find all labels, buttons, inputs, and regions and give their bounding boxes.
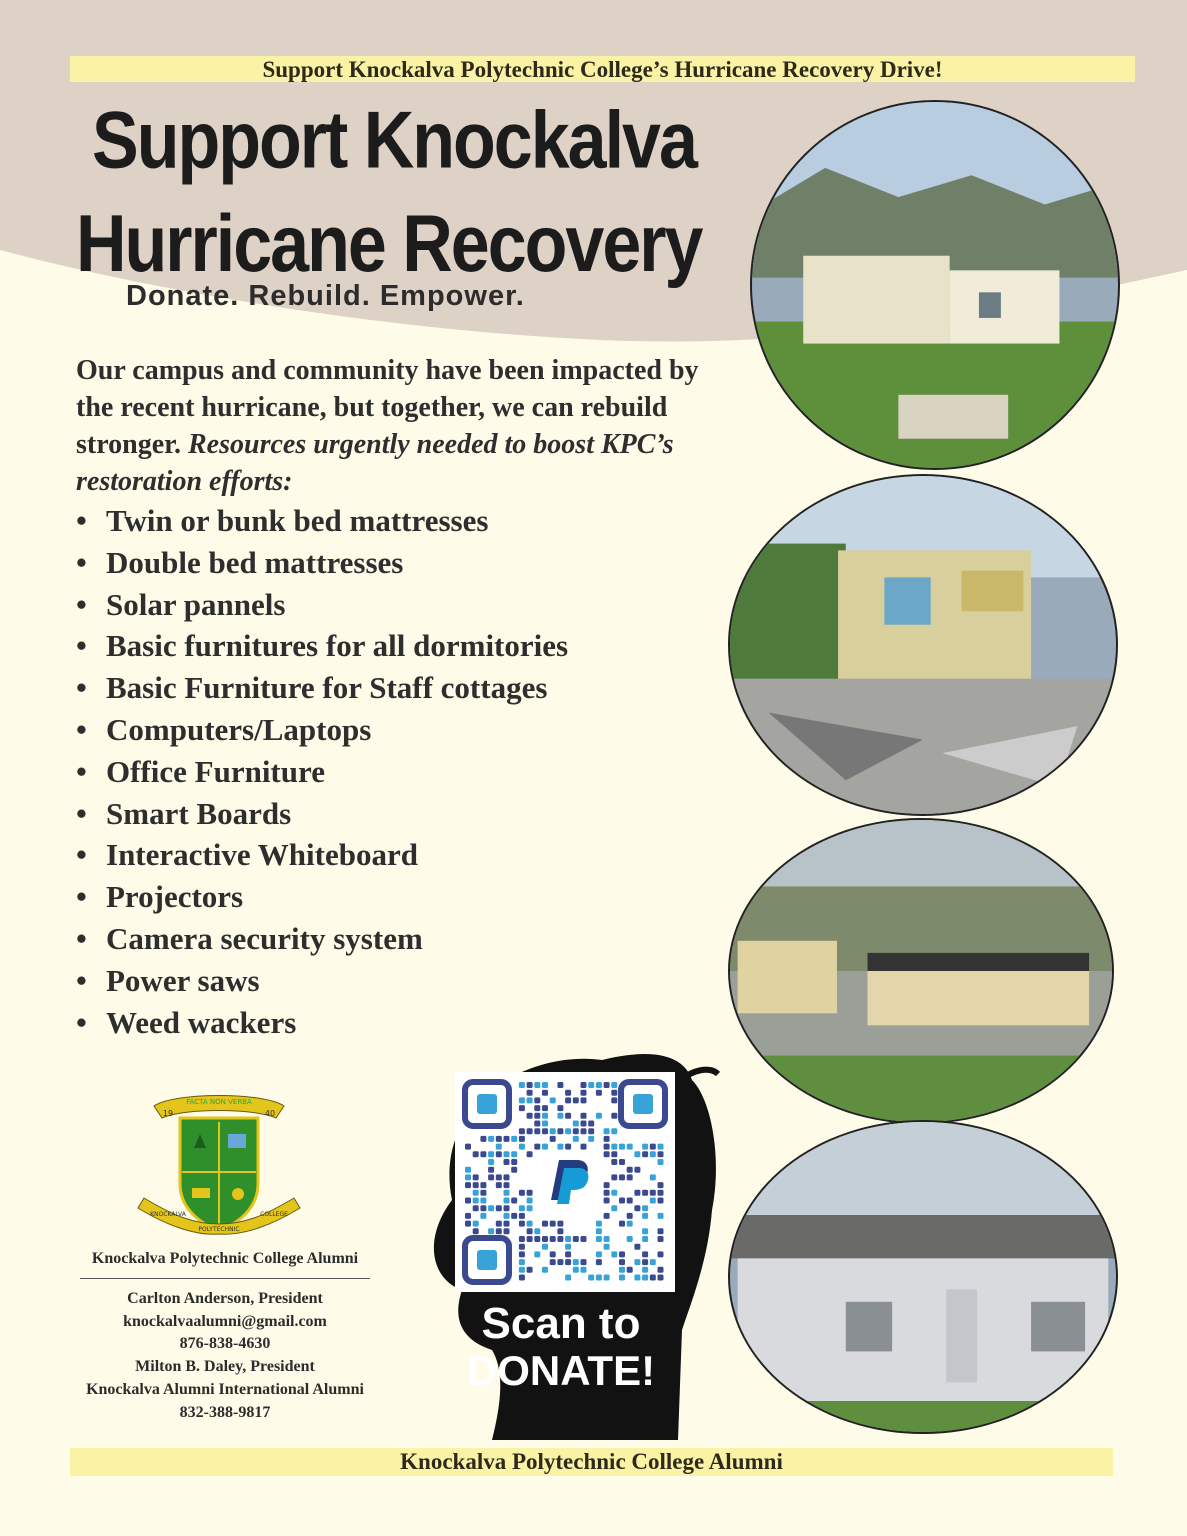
crest-year-left: 19 bbox=[162, 1109, 174, 1118]
contact-info bbox=[72, 1288, 378, 1424]
paypal-icon bbox=[535, 1152, 595, 1212]
needs-item-label: Smart Boards bbox=[106, 795, 292, 831]
bullet-icon: • bbox=[76, 753, 87, 789]
scan-line-2: DONATE! bbox=[466, 1347, 656, 1394]
scan-to-donate-text bbox=[466, 1300, 656, 1394]
bullet-icon: • bbox=[76, 628, 87, 664]
tagline: Donate. Rebuild. Empower. bbox=[126, 280, 525, 312]
needs-item-label: Solar pannels bbox=[106, 586, 286, 622]
crest-banner-bottom: POLYTECHNIC bbox=[198, 1226, 240, 1233]
needs-item-label: Twin or bunk bed mattresses bbox=[106, 503, 489, 538]
needs-list-item bbox=[76, 542, 568, 584]
needs-item-label: Camera security system bbox=[106, 920, 423, 956]
needs-list-item bbox=[76, 834, 568, 876]
needs-item-label: Computers/Laptops bbox=[106, 711, 372, 747]
org-name: Knockalva Polytechnic College Alumni bbox=[91, 1250, 359, 1267]
needs-list-item bbox=[76, 960, 568, 1002]
needs-item-label: Interactive Whiteboard bbox=[106, 837, 418, 873]
bullet-icon: • bbox=[76, 879, 87, 915]
bullet-icon: • bbox=[76, 795, 87, 831]
bullet-icon: • bbox=[76, 837, 87, 873]
photo-campus-aerial bbox=[728, 818, 1114, 1124]
bullet-icon: • bbox=[76, 962, 87, 998]
bullet-icon: • bbox=[76, 503, 87, 538]
needs-list-item bbox=[76, 584, 568, 626]
page-title bbox=[76, 88, 766, 295]
photo-damaged-buildings bbox=[728, 474, 1118, 816]
contact-line: Knockalva Alumni International Alumni bbox=[86, 1380, 364, 1398]
needs-item-label: Double bed mattresses bbox=[106, 544, 404, 580]
bullet-icon: • bbox=[76, 544, 87, 580]
contact-line: Carlton Anderson, President bbox=[127, 1290, 323, 1307]
contact-phone[interactable]: 876-838-4630 bbox=[179, 1335, 271, 1353]
crest-banner-right: COLLEGE bbox=[260, 1211, 288, 1218]
needs-list-item bbox=[76, 625, 568, 667]
needs-item-label: Basic furnitures for all dormitories bbox=[106, 628, 569, 664]
needs-item-label: Power saws bbox=[106, 962, 260, 998]
photo-damaged-house bbox=[750, 100, 1120, 470]
needs-list-item bbox=[76, 1002, 568, 1044]
headline-line-2: Hurricane Recovery bbox=[76, 198, 702, 289]
bullet-icon: • bbox=[76, 1004, 87, 1040]
contact-phone[interactable]: 832-388-9817 bbox=[179, 1403, 271, 1421]
contact-email[interactable]: knockalvaalumni@gmail.com bbox=[123, 1312, 327, 1330]
needs-list-item bbox=[76, 709, 568, 751]
donate-qr-code[interactable] bbox=[455, 1072, 675, 1292]
needs-item-label: Projectors bbox=[106, 879, 244, 915]
needs-list-item bbox=[76, 667, 568, 709]
crest-banner-left: KNOCKALVA bbox=[150, 1211, 186, 1218]
contact-line: Milton B. Daley, President bbox=[135, 1358, 315, 1376]
bullet-icon: • bbox=[76, 586, 87, 622]
needs-list-item bbox=[76, 500, 568, 542]
top-banner: Support Knockalva Polytechnic College’s Hurricane Recovery Drive! bbox=[70, 56, 1135, 82]
needs-list-item bbox=[76, 751, 568, 793]
photo-damaged-roof bbox=[728, 1120, 1118, 1434]
needs-list bbox=[76, 500, 568, 1043]
bottom-banner: Knockalva Polytechnic College Alumni bbox=[70, 1448, 1113, 1476]
bullet-icon: • bbox=[76, 920, 87, 956]
needs-item-label: Basic Furniture for Staff cottages bbox=[106, 670, 548, 706]
needs-item-label: Office Furniture bbox=[106, 753, 325, 789]
bullet-icon: • bbox=[76, 670, 87, 706]
crest-year-right: 40 bbox=[264, 1109, 276, 1118]
intro-paragraph bbox=[76, 352, 736, 500]
intro-emphasis: Resources urgently needed to boost KPC’s restoration efforts: bbox=[76, 429, 674, 497]
divider bbox=[80, 1278, 370, 1279]
bullet-icon: • bbox=[76, 711, 87, 747]
crest-motto: FACTA NON VERBA bbox=[186, 1098, 252, 1106]
needs-list-item bbox=[76, 876, 568, 918]
needs-list-item bbox=[76, 793, 568, 835]
intro-text: Our campus and community have been impacted by the recent hurricane, but together, we can rebuild stronger. bbox=[76, 355, 699, 460]
scan-line-1: Scan to bbox=[481, 1299, 641, 1348]
headline-line-1: Support Knockalva bbox=[92, 94, 696, 185]
needs-item-label: Weed wackers bbox=[106, 1004, 297, 1040]
needs-list-item bbox=[76, 918, 568, 960]
college-crest-logo bbox=[134, 1088, 304, 1238]
